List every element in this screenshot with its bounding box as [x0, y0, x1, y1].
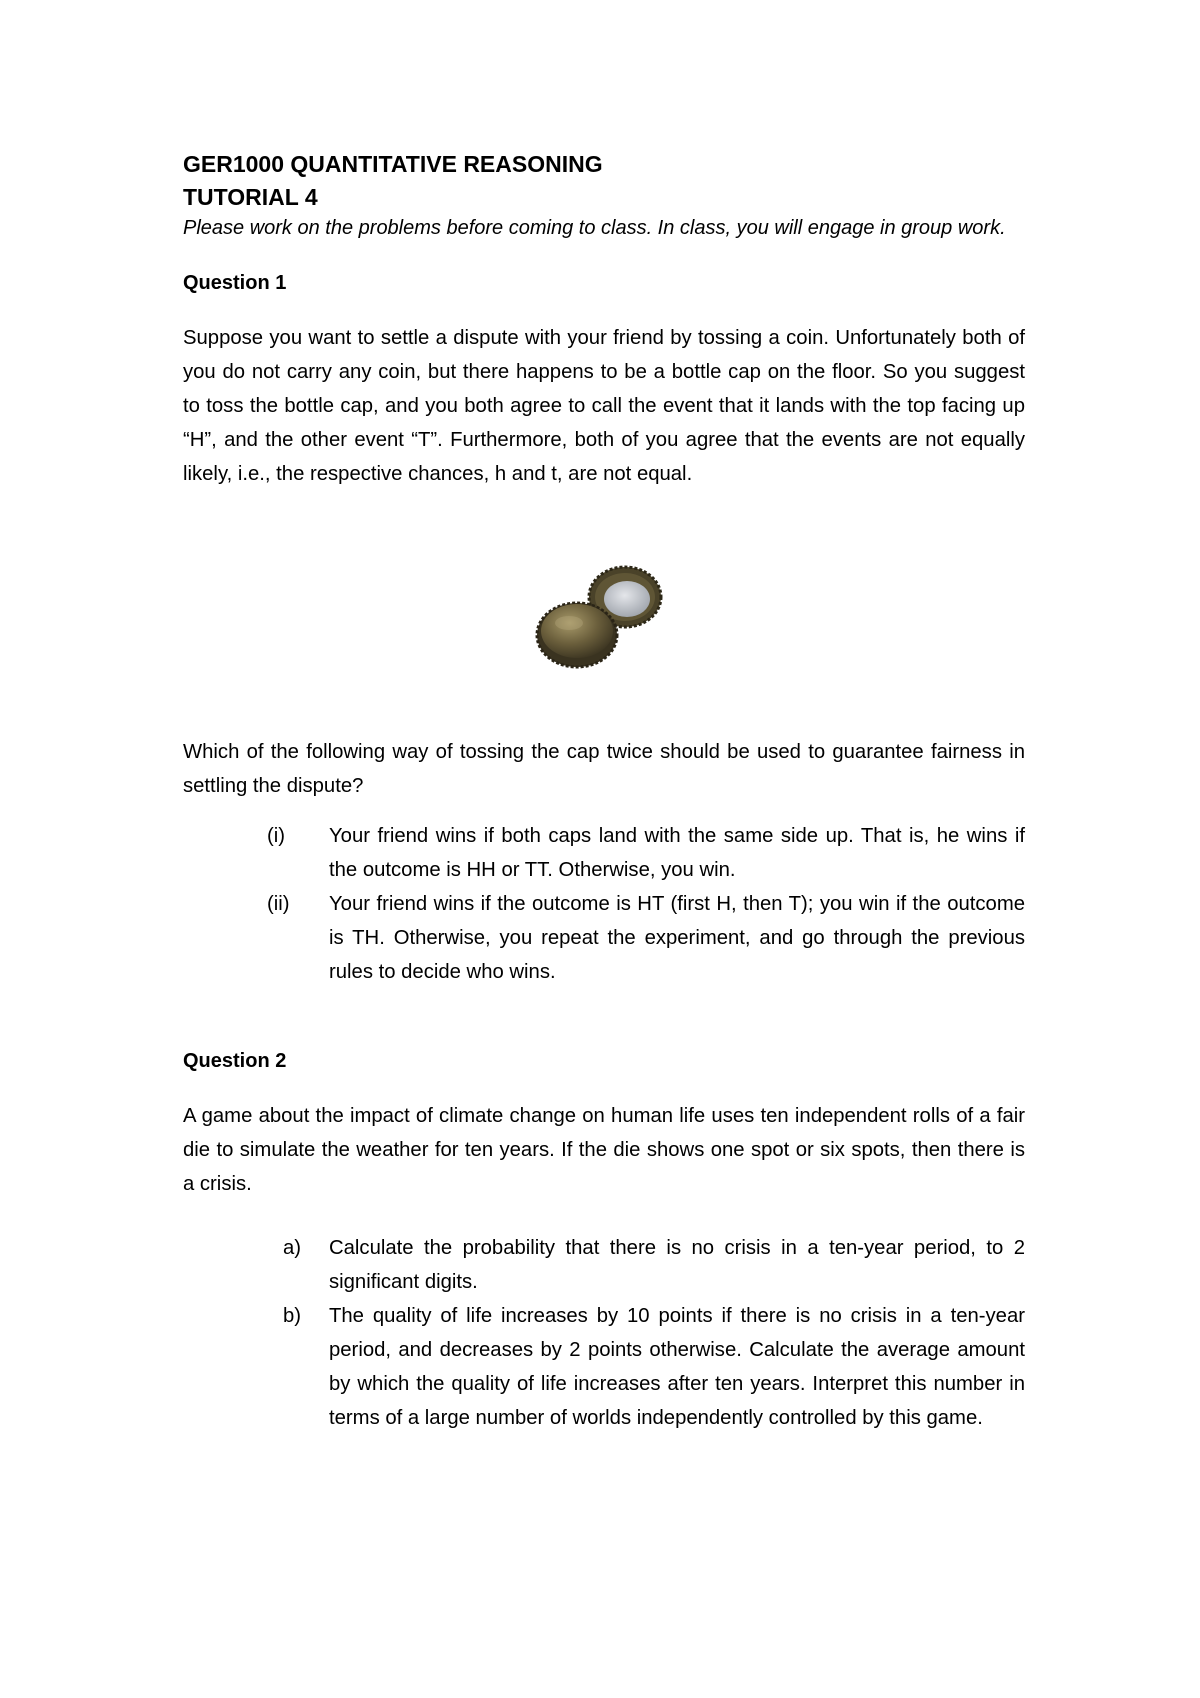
course-title: GER1000 QUANTITATIVE REASONING: [183, 151, 603, 177]
spacer: [183, 989, 1025, 1045]
option-text: Your friend wins if the outcome is HT (first H, then T); you win if the outcome is TH. Otherwise, you repeat the experiment, and go through the previous rules to decide who wins.: [329, 893, 1025, 983]
part-marker: a): [283, 1237, 302, 1259]
question-1-heading: Question 1: [183, 272, 287, 294]
cap-top-side: [537, 603, 617, 667]
tutorial-title: TUTORIAL 4: [183, 184, 318, 210]
instructions-text: Please work on the problems before coming to class. In class, you will engage in group work.: [183, 217, 1006, 239]
question-2-heading: Question 2: [183, 1050, 287, 1072]
bottle-caps-figure: [183, 561, 1025, 671]
option-marker: (ii): [267, 893, 290, 915]
option-marker: (i): [267, 825, 286, 847]
part-marker: b): [283, 1305, 302, 1327]
question-1-prompt: Which of the following way of tossing the cap twice should be used to guarantee fairness in settling the dispute?: [183, 741, 1025, 797]
document-page: [183, 148, 1025, 1435]
option-text: Your friend wins if both caps land with the same side up. That is, he wins if the outcome is HH or TT. Otherwise, you win.: [329, 825, 1025, 881]
part-text: Calculate the probability that there is no crisis in a ten-year period, to 2 significant digits.: [329, 1237, 1025, 1293]
option-i: [183, 819, 1025, 887]
part-text: The quality of life increases by 10 points if there is no crisis in a ten-year period, and decreases by 2 points otherwise. Calculate the average amount by which the quality of life increases after ten years. Interpret this number in terms of a large number of worlds independently controlled by this game.: [329, 1305, 1025, 1429]
part-b: [183, 1299, 1025, 1435]
bottle-caps-image: [531, 561, 671, 671]
option-ii: [183, 887, 1025, 989]
part-a: [183, 1231, 1025, 1299]
question-2-text: A game about the impact of climate change on human life uses ten independent rolls of a fair die to simulate the weather for ten years. If the die shows one spot or six spots, then there is a crisis.: [183, 1105, 1025, 1195]
question-1-options: [183, 819, 1025, 989]
question-1-text: Suppose you want to settle a dispute with your friend by tossing a coin. Unfortunately both of you do not carry any coin, but there happens to be a bottle cap on the floor. So you suggest to toss the bottle cap, and you both agree to call the event that it lands with the top facing up “H”, and the other event “T”. Furthermore, both of you agree that the events are not equally likely, i.e., the respective chances, h and t, are not equal.: [183, 327, 1025, 485]
question-2-parts: [183, 1231, 1025, 1435]
